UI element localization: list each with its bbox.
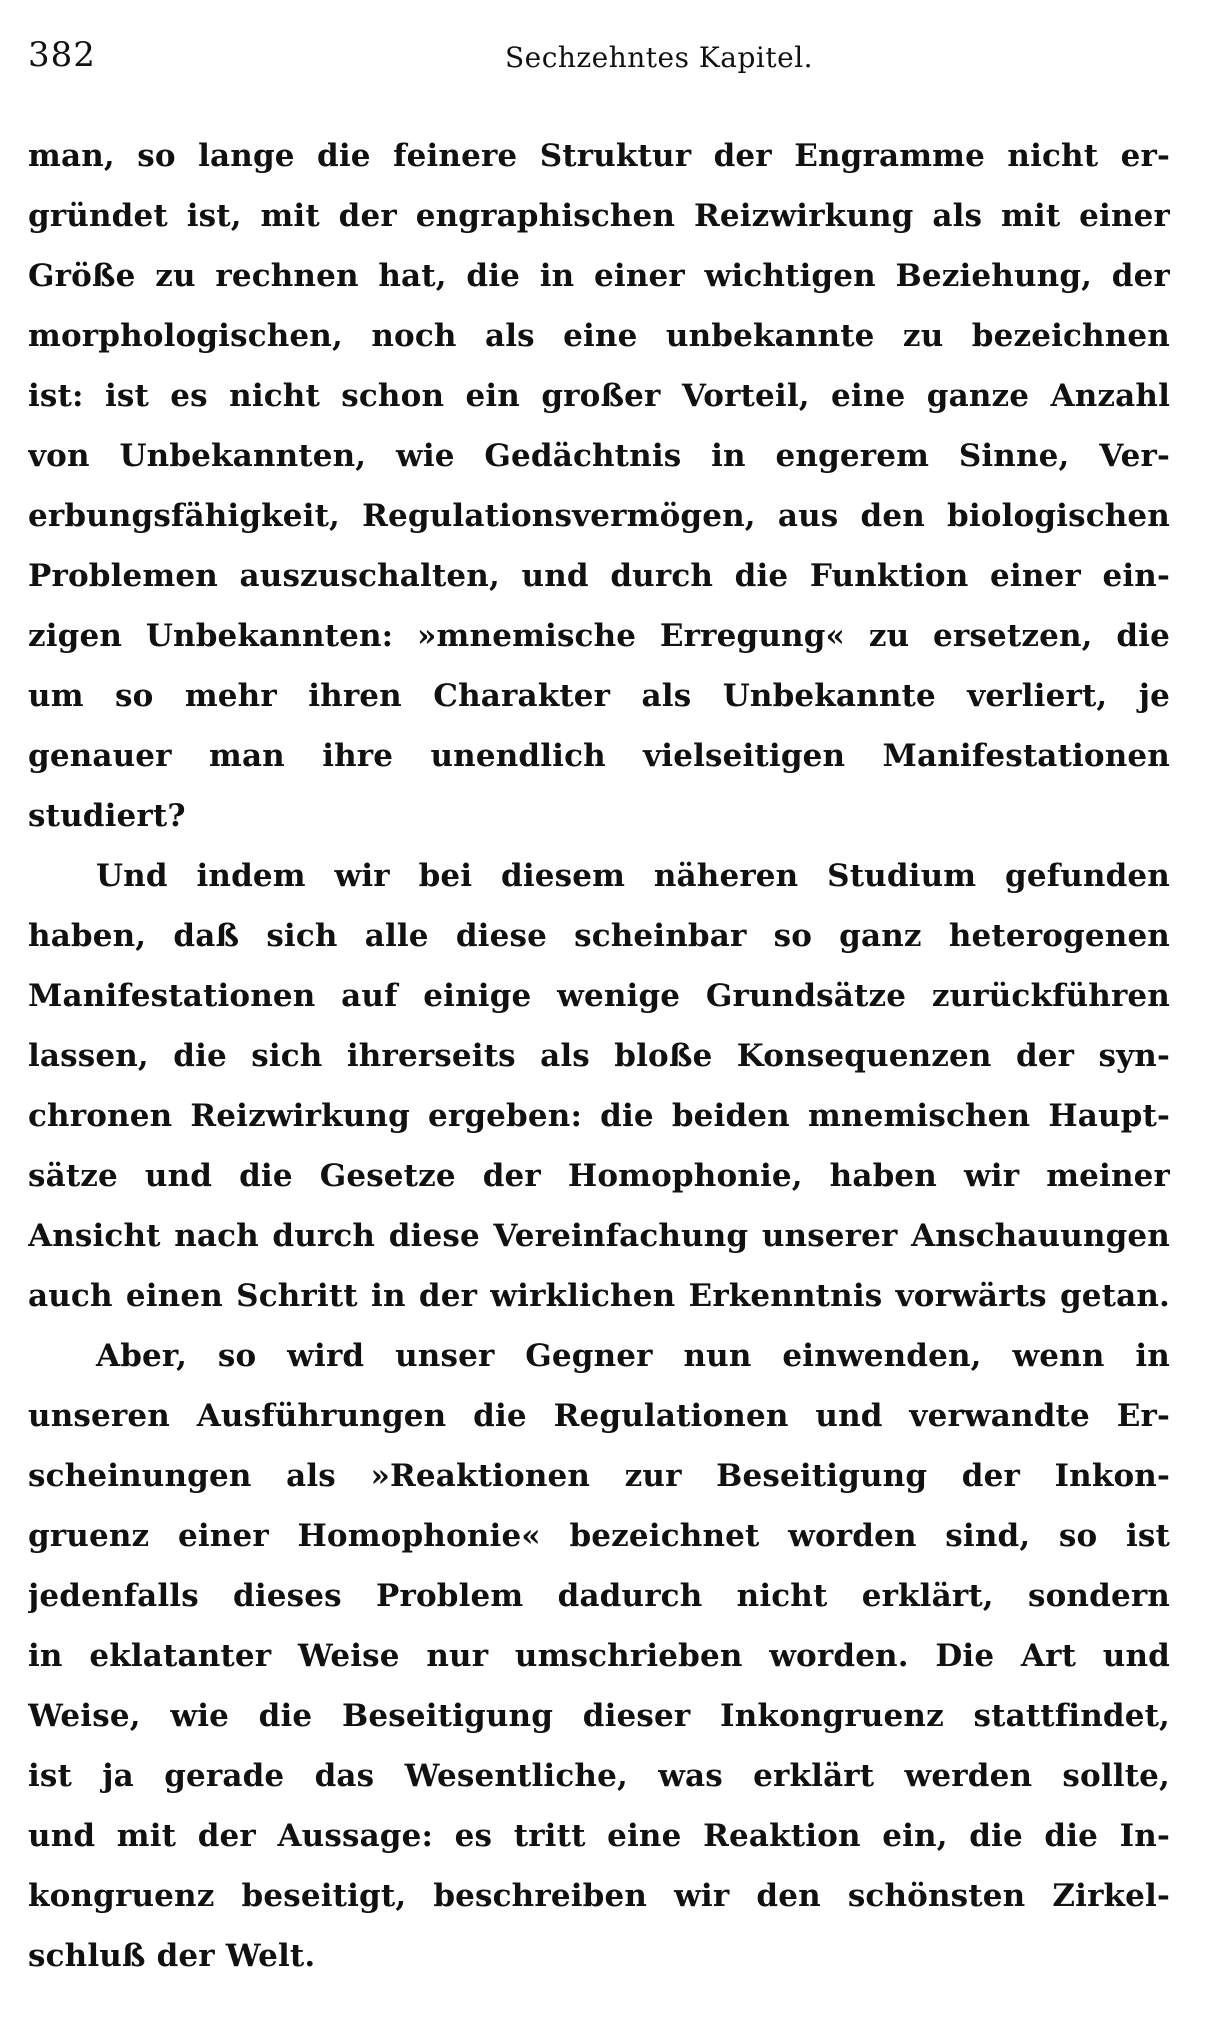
body-text [28,126,1170,1986]
running-head [28,32,1170,92]
text-line: ist ja gerade das Wesentliche, was erklärt werden sollte, [28,1758,1170,1794]
text-line: zigen Unbekannten: »mnemische Erregung« zu ersetzen, die [28,618,1170,654]
text-line: von Unbekannten, wie Gedächtnis in engerem Sinne, Ver- [28,438,1170,474]
text-line: Ansicht nach durch diese Vereinfachung unserer Anschauungen [28,1218,1170,1254]
text-line: schluß der Welt. [28,1938,316,1974]
text-line: Weise, wie die Beseitigung dieser Inkongruenz stattfindet, [28,1698,1170,1734]
chapter-title: Sechzehntes Kapitel. [504,41,814,74]
paragraph-3 [28,1326,1170,1986]
text-line: haben, daß sich alle diese scheinbar so ganz heterogenen [28,918,1170,954]
text-line: in eklatanter Weise nur umschrieben worden. Die Art und [28,1638,1170,1674]
text-line: scheinungen als »Reaktionen zur Beseitigung der Inkon- [28,1458,1170,1494]
text-line: und mit der Aussage: es tritt eine Reaktion ein, die die In- [28,1818,1170,1854]
text-line: sätze und die Gesetze der Homophonie, haben wir meiner [28,1158,1170,1194]
text-line: jedenfalls dieses Problem dadurch nicht erklärt, sondern [28,1578,1170,1614]
text-line: lassen, die sich ihrerseits als bloße Konsequenzen der syn- [28,1038,1170,1074]
text-line: unseren Ausführungen die Regulationen und verwandte Er- [28,1398,1170,1434]
page-number: 382 [28,35,96,75]
text-line: man, so lange die feinere Struktur der Engramme nicht er- [28,138,1170,174]
text-line: gruenz einer Homophonie« bezeichnet worden sind, so ist [28,1518,1170,1554]
text-line: Problemen auszuschalten, und durch die Funktion einer ein- [28,558,1170,594]
text-line: gründet ist, mit der engraphischen Reizwirkung als mit einer [28,198,1170,234]
book-page [28,32,1170,1992]
text-line: auch einen Schritt in der wirklichen Erkenntnis vorwärts getan. [28,1278,1170,1314]
text-line: genauer man ihre unendlich vielseitigen Manifestationen [28,738,1170,774]
text-line: morphologischen, noch als eine unbekannte zu bezeichnen [28,318,1170,354]
text-line: chronen Reizwirkung ergeben: die beiden mnemischen Haupt- [28,1098,1170,1134]
text-line: Aber, so wird unser Gegner nun einwenden, wenn in [96,1338,1170,1374]
text-line: Manifestationen auf einige wenige Grundsätze zurückführen [28,978,1170,1014]
text-line: Und indem wir bei diesem näheren Studium gefunden [96,858,1170,894]
text-line: Größe zu rechnen hat, die in einer wichtigen Beziehung, der [28,258,1170,294]
text-line: erbungsfähigkeit, Regulationsvermögen, aus den biologischen [28,498,1170,534]
text-line: kongruenz beseitigt, beschreiben wir den schönsten Zirkel- [28,1878,1170,1914]
paragraph-1 [28,126,1170,846]
paragraph-2 [28,846,1170,1326]
text-line: um so mehr ihren Charakter als Unbekannte verliert, je [28,678,1170,714]
text-line: studiert? [28,798,186,834]
text-line: ist: ist es nicht schon ein großer Vorteil, eine ganze Anzahl [28,378,1170,414]
